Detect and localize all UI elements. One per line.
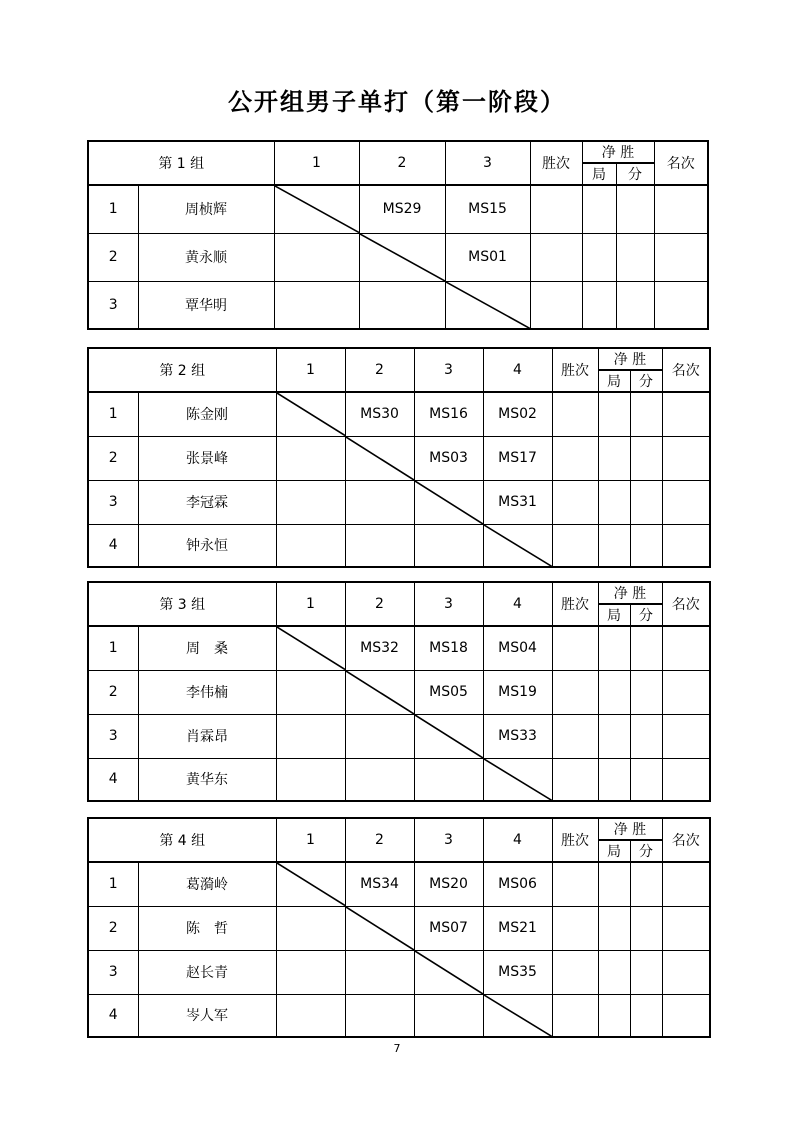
- player-row: [88, 758, 710, 801]
- match-cell: MS30: [345, 392, 414, 436]
- diagonal-line: [415, 481, 483, 524]
- games-header: 局: [598, 604, 630, 626]
- wins-cell: [530, 185, 582, 233]
- games-cell: [598, 906, 630, 950]
- match-cell: [345, 758, 414, 801]
- rank-cell: [654, 185, 708, 233]
- points-cell: [630, 436, 662, 480]
- player-number: 2: [88, 670, 138, 714]
- group-name: 第 4 组: [88, 818, 276, 862]
- net-header: 净 胜: [582, 141, 654, 163]
- player-number: 4: [88, 994, 138, 1037]
- diagonal-line: [446, 282, 530, 329]
- games-cell: [598, 392, 630, 436]
- match-cell: MS21: [483, 906, 552, 950]
- wins-header: 胜次: [530, 141, 582, 185]
- player-number: 1: [88, 626, 138, 670]
- player-number: 2: [88, 233, 138, 281]
- wins-header: 胜次: [552, 818, 598, 862]
- rank-cell: [662, 480, 710, 524]
- points-cell: [630, 626, 662, 670]
- wins-cell: [552, 906, 598, 950]
- net-header: 净 胜: [598, 348, 662, 370]
- column-header: 4: [483, 818, 552, 862]
- match-cell: MS34: [345, 862, 414, 906]
- column-header: 2: [345, 818, 414, 862]
- match-cell: [345, 524, 414, 567]
- player-row: [88, 670, 710, 714]
- points-cell: [630, 994, 662, 1037]
- wins-header: 胜次: [552, 348, 598, 392]
- player-name: 周桢辉: [138, 185, 274, 233]
- match-cell: MS01: [445, 233, 530, 281]
- match-cell: MS18: [414, 626, 483, 670]
- player-row: [88, 392, 710, 436]
- games-cell: [582, 185, 616, 233]
- match-cell: [276, 906, 345, 950]
- games-cell: [598, 950, 630, 994]
- points-cell: [630, 862, 662, 906]
- match-cell: [276, 994, 345, 1037]
- points-cell: [616, 281, 654, 329]
- points-cell: [630, 392, 662, 436]
- group-name: 第 2 组: [88, 348, 276, 392]
- match-cell: [276, 714, 345, 758]
- match-cell: MS06: [483, 862, 552, 906]
- player-row: [88, 626, 710, 670]
- player-row: [88, 436, 710, 480]
- player-number: 2: [88, 436, 138, 480]
- player-name: 钟永恒: [138, 524, 276, 567]
- player-number: 4: [88, 758, 138, 801]
- wins-cell: [552, 436, 598, 480]
- player-name: 赵长青: [138, 950, 276, 994]
- rank-cell: [654, 281, 708, 329]
- match-cell: MS03: [414, 436, 483, 480]
- diagonal-cell: [359, 233, 445, 281]
- match-cell: [359, 281, 445, 329]
- diagonal-cell: [483, 994, 552, 1037]
- points-cell: [630, 670, 662, 714]
- match-cell: [414, 524, 483, 567]
- match-cell: [274, 233, 359, 281]
- match-cell: MS15: [445, 185, 530, 233]
- column-header: 1: [276, 348, 345, 392]
- wins-cell: [552, 524, 598, 567]
- games-cell: [582, 281, 616, 329]
- group-table-1: [87, 140, 709, 330]
- player-name: 肖霖昂: [138, 714, 276, 758]
- player-row: [88, 714, 710, 758]
- match-cell: MS07: [414, 906, 483, 950]
- player-row: [88, 281, 708, 329]
- player-row: [88, 994, 710, 1037]
- column-header: 3: [414, 582, 483, 626]
- wins-cell: [552, 626, 598, 670]
- diagonal-line: [415, 715, 483, 758]
- rank-cell: [662, 758, 710, 801]
- diagonal-cell: [345, 670, 414, 714]
- diagonal-line: [415, 951, 483, 994]
- diagonal-cell: [483, 758, 552, 801]
- wins-cell: [552, 758, 598, 801]
- match-cell: MS16: [414, 392, 483, 436]
- match-cell: MS04: [483, 626, 552, 670]
- column-header: 2: [345, 348, 414, 392]
- column-header: 1: [276, 818, 345, 862]
- diagonal-line: [277, 627, 345, 670]
- rank-header: 名次: [662, 818, 710, 862]
- games-cell: [598, 714, 630, 758]
- column-header: 3: [445, 141, 530, 185]
- match-cell: [276, 670, 345, 714]
- player-row: [88, 906, 710, 950]
- page-title: 公开组男子单打（第一阶段）: [228, 88, 566, 116]
- player-name: 李冠霖: [138, 480, 276, 524]
- column-header: 3: [414, 348, 483, 392]
- player-name: 陈 哲: [138, 906, 276, 950]
- column-header: 1: [274, 141, 359, 185]
- match-cell: MS31: [483, 480, 552, 524]
- match-cell: MS17: [483, 436, 552, 480]
- wins-cell: [530, 233, 582, 281]
- diagonal-line: [346, 437, 414, 480]
- diagonal-cell: [345, 436, 414, 480]
- diagonal-cell: [274, 185, 359, 233]
- wins-cell: [552, 480, 598, 524]
- player-name: 陈金刚: [138, 392, 276, 436]
- match-cell: [276, 950, 345, 994]
- net-header: 净 胜: [598, 582, 662, 604]
- diagonal-line: [275, 186, 359, 233]
- player-number: 3: [88, 950, 138, 994]
- match-cell: MS33: [483, 714, 552, 758]
- points-cell: [630, 524, 662, 567]
- diagonal-line: [484, 995, 552, 1037]
- rank-header: 名次: [662, 582, 710, 626]
- column-header: 4: [483, 582, 552, 626]
- match-cell: MS32: [345, 626, 414, 670]
- player-number: 3: [88, 480, 138, 524]
- match-cell: [345, 714, 414, 758]
- diagonal-line: [346, 671, 414, 714]
- games-header: 局: [598, 840, 630, 862]
- match-cell: MS19: [483, 670, 552, 714]
- rank-cell: [654, 233, 708, 281]
- match-cell: [345, 950, 414, 994]
- games-cell: [598, 524, 630, 567]
- match-cell: [345, 994, 414, 1037]
- diagonal-cell: [414, 480, 483, 524]
- player-number: 4: [88, 524, 138, 567]
- group-name: 第 1 组: [88, 141, 274, 185]
- match-cell: [414, 994, 483, 1037]
- diagonal-line: [484, 525, 552, 567]
- wins-cell: [552, 862, 598, 906]
- games-cell: [598, 670, 630, 714]
- player-number: 3: [88, 281, 138, 329]
- diagonal-cell: [276, 392, 345, 436]
- wins-header: 胜次: [552, 582, 598, 626]
- wins-cell: [530, 281, 582, 329]
- games-cell: [598, 994, 630, 1037]
- column-header: 2: [359, 141, 445, 185]
- games-cell: [598, 626, 630, 670]
- match-cell: [274, 281, 359, 329]
- group-table-3: [87, 581, 711, 802]
- diagonal-cell: [276, 626, 345, 670]
- player-name: 张景峰: [138, 436, 276, 480]
- group-name: 第 3 组: [88, 582, 276, 626]
- player-number: 1: [88, 392, 138, 436]
- games-header: 局: [582, 163, 616, 185]
- group-table-2: [87, 347, 711, 568]
- player-name: 覃华明: [138, 281, 274, 329]
- player-row: [88, 233, 708, 281]
- points-header: 分: [616, 163, 654, 185]
- rank-cell: [662, 436, 710, 480]
- wins-cell: [552, 714, 598, 758]
- match-cell: [276, 436, 345, 480]
- match-cell: [276, 758, 345, 801]
- player-number: 3: [88, 714, 138, 758]
- player-number: 2: [88, 906, 138, 950]
- page-number: 7: [393, 1042, 401, 1055]
- points-header: 分: [630, 840, 662, 862]
- group-table-4: [87, 817, 711, 1038]
- match-cell: MS02: [483, 392, 552, 436]
- player-row: [88, 480, 710, 524]
- player-name: 李伟楠: [138, 670, 276, 714]
- player-row: [88, 185, 708, 233]
- rank-cell: [662, 714, 710, 758]
- match-cell: [414, 758, 483, 801]
- diagonal-cell: [414, 950, 483, 994]
- points-cell: [630, 950, 662, 994]
- points-cell: [630, 906, 662, 950]
- player-number: 1: [88, 185, 138, 233]
- column-header: 2: [345, 582, 414, 626]
- points-header: 分: [630, 370, 662, 392]
- points-cell: [630, 480, 662, 524]
- player-row: [88, 862, 710, 906]
- player-name: 周 桑: [138, 626, 276, 670]
- column-header: 4: [483, 348, 552, 392]
- player-number: 1: [88, 862, 138, 906]
- diagonal-line: [277, 393, 345, 436]
- points-cell: [616, 185, 654, 233]
- points-cell: [630, 714, 662, 758]
- player-row: [88, 524, 710, 567]
- diagonal-line: [346, 907, 414, 950]
- diagonal-cell: [483, 524, 552, 567]
- rank-cell: [662, 626, 710, 670]
- match-cell: [276, 480, 345, 524]
- diagonal-cell: [345, 906, 414, 950]
- wins-cell: [552, 994, 598, 1037]
- column-header: 1: [276, 582, 345, 626]
- points-header: 分: [630, 604, 662, 626]
- net-header: 净 胜: [598, 818, 662, 840]
- match-cell: MS20: [414, 862, 483, 906]
- rank-header: 名次: [654, 141, 708, 185]
- rank-cell: [662, 950, 710, 994]
- points-cell: [630, 758, 662, 801]
- player-name: 葛漪岭: [138, 862, 276, 906]
- rank-cell: [662, 524, 710, 567]
- rank-cell: [662, 862, 710, 906]
- rank-cell: [662, 392, 710, 436]
- player-name: 黄永顺: [138, 233, 274, 281]
- diagonal-cell: [276, 862, 345, 906]
- match-cell: MS05: [414, 670, 483, 714]
- wins-cell: [552, 670, 598, 714]
- rank-header: 名次: [662, 348, 710, 392]
- rank-cell: [662, 670, 710, 714]
- rank-cell: [662, 994, 710, 1037]
- games-cell: [598, 436, 630, 480]
- diagonal-cell: [414, 714, 483, 758]
- match-cell: [345, 480, 414, 524]
- games-cell: [598, 480, 630, 524]
- games-header: 局: [598, 370, 630, 392]
- diagonal-line: [360, 234, 445, 281]
- rank-cell: [662, 906, 710, 950]
- points-cell: [616, 233, 654, 281]
- match-cell: [276, 524, 345, 567]
- games-cell: [598, 862, 630, 906]
- wins-cell: [552, 950, 598, 994]
- player-name: 黄华东: [138, 758, 276, 801]
- player-name: 岑人军: [138, 994, 276, 1037]
- diagonal-cell: [445, 281, 530, 329]
- player-row: [88, 950, 710, 994]
- diagonal-line: [484, 759, 552, 801]
- wins-cell: [552, 392, 598, 436]
- diagonal-line: [277, 863, 345, 906]
- match-cell: MS29: [359, 185, 445, 233]
- games-cell: [582, 233, 616, 281]
- games-cell: [598, 758, 630, 801]
- column-header: 3: [414, 818, 483, 862]
- match-cell: MS35: [483, 950, 552, 994]
